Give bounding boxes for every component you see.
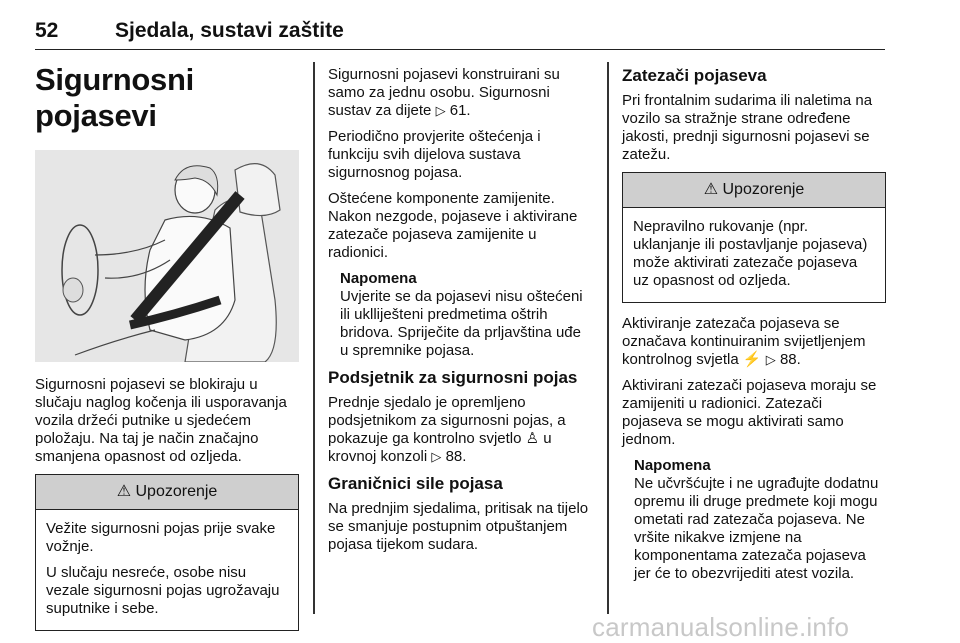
- note-title: Napomena: [340, 270, 417, 287]
- page-reference-link[interactable]: 61.: [449, 102, 471, 119]
- section-heading: Sigurnosni pojasevi: [35, 62, 194, 133]
- paragraph: Oštećene komponente zamijenite. Nakon nezgode, pojaseve i aktivirane zatezače pojaseva zamijenite u radionici.: [328, 190, 578, 261]
- page-reference-link[interactable]: 88.: [779, 351, 801, 368]
- seatbelt-reminder-icon: ♙: [525, 430, 540, 447]
- note-block: [634, 457, 886, 583]
- note-title: Napomena: [634, 457, 711, 474]
- warning-text: Nepravilno rukovanje (npr. uklanjanje ili postavljanje pojaseva) može aktivirati zatezače pojaseva uz opasnost od ozljeda.: [633, 218, 868, 289]
- column-2: [328, 66, 592, 562]
- paragraph: Aktivirani zatezači pojaseva moraju se zamijeniti u radionici. Zatezači pojaseva se mogu aktivirati samo jednom.: [622, 377, 877, 448]
- warning-box: [622, 172, 886, 303]
- warning-text: U slučaju nesreće, osobe nisu vezale sigurnosni pojas ugrožavaju suputnike i sebe.: [46, 564, 280, 617]
- page-reference-icon: ▷: [431, 449, 442, 464]
- page-number: 52: [35, 19, 59, 42]
- subsection-heading: Zatezači pojaseva: [622, 66, 767, 85]
- warning-header: [623, 173, 885, 208]
- warning-text: Vežite sigurnosni pojas prije svake vožnje.: [46, 520, 276, 555]
- seatbelt-illustration: [35, 150, 299, 362]
- driver-seatbelt-drawing: [35, 150, 299, 362]
- page-reference-icon: ▷: [435, 103, 446, 118]
- warning-triangle-icon: ⚠: [703, 181, 719, 198]
- page-reference-icon: ▷: [765, 352, 776, 367]
- column-divider: [313, 62, 315, 614]
- column-3: [622, 66, 886, 591]
- subsection-heading: Podsjetnik za sigurnosni pojas: [328, 368, 578, 387]
- airbag-warning-icon: ⚡: [742, 351, 762, 368]
- watermark: carmanualsonline.info: [592, 612, 850, 642]
- column-divider: [607, 62, 609, 614]
- warning-box: [35, 474, 299, 631]
- column-1: [35, 62, 299, 643]
- warning-title: Upozorenje: [722, 181, 805, 198]
- warning-title: Upozorenje: [135, 483, 218, 500]
- paragraph: Prednje sjedalo je opremljeno podsjetnikom za sigurnosni pojas, a pokazuje ga kontrolno svjetlo ♙ u krovnoj konzoli ▷ 88.: [328, 394, 566, 465]
- paragraph: Aktiviranje zatezača pojaseva se označava kontinuiranim svijetljenjem kontrolnog svjetla ⚡ ▷ 88.: [622, 315, 866, 368]
- note-block: [340, 270, 592, 360]
- warning-header: [36, 475, 298, 510]
- warning-triangle-icon: ⚠: [116, 483, 132, 500]
- note-text: Uvjerite se da pojasevi nisu oštećeni ili uklliješteni predmetima oštrih bridova. Spriječite da prljavština uđe u spremnike pojasa.: [340, 288, 583, 359]
- paragraph: Sigurnosni pojasevi konstruirani su samo za jednu osobu. Sigurnosni sustav za dijete ▷ 61.: [328, 66, 560, 119]
- paragraph: Periodično provjerite oštećenja i funkciju svih dijelova sustava sigurnosnog pojasa.: [328, 128, 541, 181]
- page-reference-link[interactable]: 88.: [445, 448, 467, 465]
- note-text: Ne učvršćujte i ne ugrađujte dodatnu opremu ili druge predmete koji mogu ometati rad zatezača pojaseva. Ne vršite nikakve izmjene na komponentama zatezača pojaseva jer će to obezvrijediti atest vozila.: [634, 475, 879, 582]
- page-header: [35, 18, 885, 50]
- running-title: Sjedala, sustavi zaštite: [115, 19, 344, 42]
- paragraph: Na prednjim sjedalima, pritisak na tijelo se smanjuje postupnim otpuštanjem pojasa tijekom sudara.: [328, 500, 589, 553]
- subsection-heading: Graničnici sile pojasa: [328, 474, 503, 493]
- intro-paragraph: Sigurnosni pojasevi se blokiraju u slučaju naglog kočenja ili usporavanja vozila držeći putnike u sjedećem položaju. Na taj je način značajno smanjena opasnost od ozljeda.: [35, 376, 287, 465]
- paragraph: Pri frontalnim sudarima ili naletima na vozilo sa stražnje strane određene jakosti, prednji sigurnosni pojasevi se zatežu.: [622, 92, 873, 163]
